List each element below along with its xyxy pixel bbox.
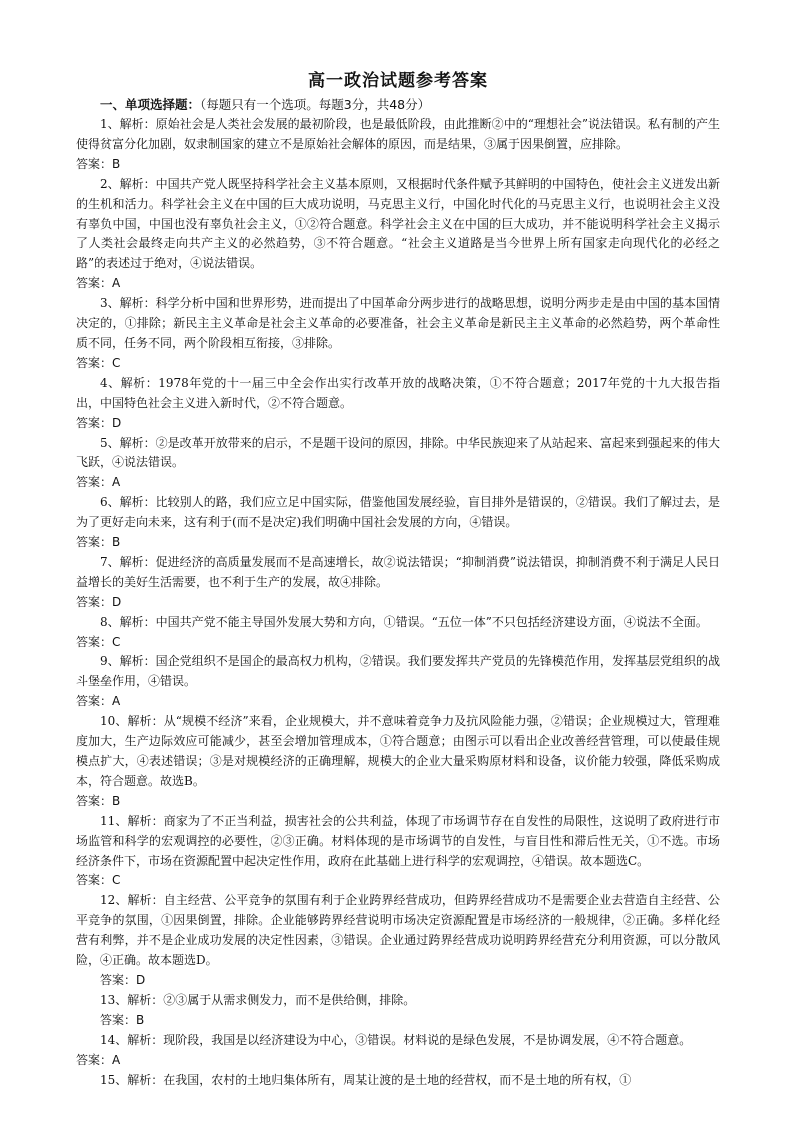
question-explanation: 11、解析：商家为了不正当利益，损害社会的公共利益，体现了市场调节存在自发性的局限性，这说明了政府进行市场监管和科学的宏观调控的必要性，②③正确。材料体现的是市场调节的自发性，与盲目性和滞后性无关，①不选。市场经济条件下，市场在资源配置中起决定性作用，政府在此基础上进行科学的宏观调控，④错误。故本题选C。	[76, 813, 720, 868]
section-label: 一、单项选择题：	[100, 97, 201, 112]
answer-line: 答案：A	[76, 475, 121, 490]
question-explanation: 8、解析：中国共产党不能主导国外发展大势和方向，①错误。“五位一体”不只包括经济建设方面，④说法不全面。	[100, 614, 708, 629]
section-note: （每题只有一个选项。每题3分，共48分）	[200, 97, 431, 112]
question-explanation: 14、解析：现阶段，我国是以经济建设为中心，③错误。材料说的是绿色发展，不是协调发展，④不符合题意。	[100, 1032, 692, 1047]
question-explanation: 7、解析：促进经济的高质量发展而不是高速增长，故②说法错误；“抑制消费”说法错误，抑制消费不利于满足人民日益增长的美好生活需要，也不利于生产的发展，故④排除。	[76, 554, 720, 589]
question-explanation: 6、解析：比较别人的路，我们应立足中国实际，借鉴他国发展经验，盲目排外是错误的，②错误。我们了解过去，是为了更好走向未来，这有利于(而不是决定)我们明确中国社会发展的方向，④错误。	[76, 495, 720, 530]
question-explanation: 9、解析：国企党组织不是国企的最高权力机构，②错误。我们要发挥共产党员的先锋模范作用，发挥基层党组织的战斗堡垒作用，④错误。	[76, 654, 720, 689]
question-explanation: 12、解析：自主经营、公平竞争的氛围有利于企业跨界经营成功，但跨界经营成功不是需要企业去营造自主经营、公平竞争的氛围，①因果倒置，排除。企业能够跨界经营说明市场决定资源配置是市场经济的一般规律，②正确。多样化经营有利弊，并不是企业成功发展的决定性因素，③错误。企业通过跨界经营成功说明跨界经营充分利用资源，可以分散风险，④正确。故本题选D。	[76, 893, 720, 968]
answer-line: 答案：C	[76, 355, 121, 370]
answer-line: 答案：A	[76, 276, 121, 291]
question-explanation: 10、解析：从“规模不经济”来看，企业规模大，并不意味着竞争力及抗风险能力强，②错误；企业规模过大，管理难度加大，生产边际效应可能减少，甚至会增加管理成本，①符合题意；由图示可以看出企业改善经营管理，可以使最佳规模点扩大，④表述错误；③是对规模经济的正确理解，规模大的企业大量采购原材料和设备，议价能力较强，降低采购成本，符合题意。故选B。	[76, 714, 720, 788]
question-explanation: 2、解析：中国共产党人既坚持科学社会主义基本原则，又根据时代条件赋予其鲜明的中国特色，使社会主义迸发出新的生机和活力。科学社会主义在中国的巨大成功说明，马克思主义行，中国化时代化的马克思主义行，也说明社会主义没有辜负中国，中国也没有辜负社会主义，①②符合题意。科学社会主义在中国的巨大成功，并不能说明科学社会主义揭示了人类社会最终走向共产主义的必然趋势，③不符合题意。“社会主义道路是当今世界上所有国家走向现代化的必经之路”的表述过于绝对，④说法错误。	[76, 176, 720, 271]
answer-line: 答案：B	[100, 1012, 145, 1027]
answer-line: 答案：A	[76, 694, 121, 709]
answer-line: 答案：B	[76, 156, 121, 171]
answer-list	[76, 115, 720, 1090]
question-explanation: 15、解析：在我国，农村的土地归集体所有，周某让渡的是土地的经营权，而不是土地的所有权，①	[100, 1072, 632, 1087]
question-explanation: 5、解析：②是改革开放带来的启示，不是题干设问的原因，排除。中华民族迎来了从站起来、富起来到强起来的伟大飞跃，④说法错误。	[76, 435, 720, 470]
answer-line: 答案：B	[76, 793, 121, 808]
page-title: 高一政治试题参考答案	[308, 71, 488, 91]
question-explanation: 4、解析：1978年党的十一届三中全会作出实行改革开放的战略决策，①不符合题意；2017年党的十九大报告指出，中国特色社会主义进入新时代，②不符合题意。	[76, 375, 720, 410]
answer-line: 答案：A	[76, 1052, 121, 1067]
section-heading	[100, 95, 720, 113]
question-explanation: 13、解析：②③属于从需求侧发力，而不是供给侧，排除。	[100, 992, 416, 1007]
answer-line: 答案：C	[76, 873, 121, 888]
answer-line: 答案：B	[76, 535, 121, 550]
answer-sheet	[76, 66, 720, 1090]
answer-line: 答案：D	[76, 594, 122, 609]
answer-line: 答案：D	[100, 972, 146, 987]
answer-line: 答案：D	[76, 415, 122, 430]
question-explanation: 3、解析：科学分析中国和世界形势，进而提出了中国革命分两步进行的战略思想，说明分两步走是由中国的基本国情决定的，①排除；新民主主义革命是社会主义革命的必要准备，社会主义革命是新民主主义革命的必然趋势，两个革命性质不同，任务不同，两个阶段相互衔接，③排除。	[76, 296, 720, 350]
question-explanation: 1、解析：原始社会是人类社会发展的最初阶段，也是最低阶段，由此推断②中的“理想社会”说法错误。私有制的产生使得贫富分化加剧，奴隶制国家的建立不是原始社会解体的原因，而是结果，③属于因果倒置，应排除。	[76, 117, 720, 151]
answer-line: 答案：C	[76, 634, 121, 649]
